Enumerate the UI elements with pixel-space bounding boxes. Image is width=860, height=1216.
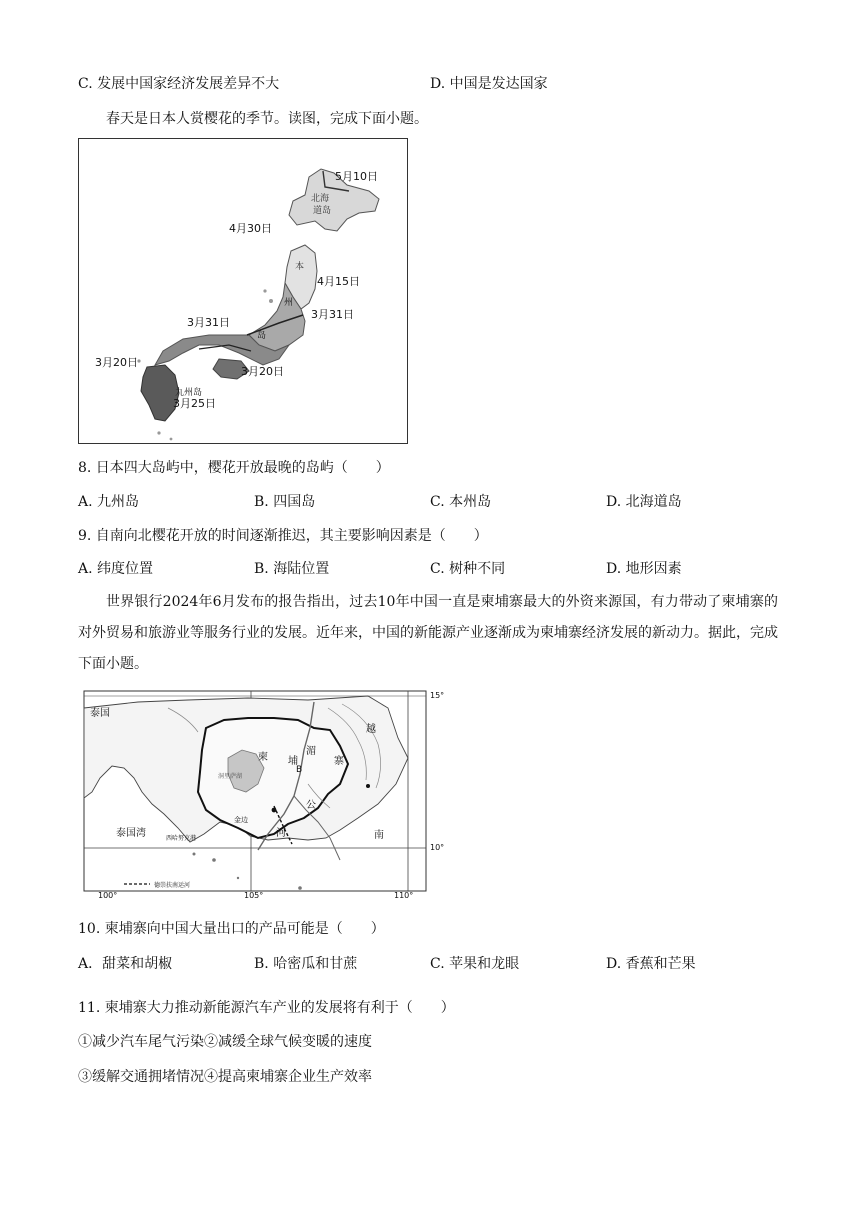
label-jian: 柬: [258, 752, 268, 763]
label-phnom-penh: 金边: [234, 816, 248, 824]
label-dao: 岛: [257, 331, 267, 341]
label-he: 河: [276, 828, 286, 839]
label-liu: 湄: [306, 746, 316, 757]
q7-option-c: C. 发展中国家经济发展差异不大: [78, 76, 280, 92]
label-yue: 越: [366, 724, 376, 735]
q9-option-a[interactable]: A. 纬度位置: [78, 561, 154, 577]
q8-option-b[interactable]: B. 四国岛: [254, 494, 316, 510]
q8-option-d[interactable]: D. 北海道岛: [606, 494, 682, 510]
date-label-apr30: 4月30日: [229, 222, 272, 235]
date-label-mar31-west: 3月31日: [187, 316, 230, 329]
label-zhou: 州: [284, 298, 294, 308]
label-zhai: 寨: [334, 756, 344, 767]
q11-stem: 11. 柬埔寨大力推动新能源汽车产业的发展将有利于（ ）: [78, 1000, 455, 1016]
label-sihanouk: 西哈努克港: [166, 835, 197, 842]
q10-option-d[interactable]: D. 香蕉和芒果: [606, 956, 696, 972]
label-nan: 南: [374, 830, 384, 841]
label-gong: 公: [306, 800, 316, 811]
lat-15-label: 15°: [430, 691, 445, 700]
q11-statement-2: ③缓解交通拥堵情况④提高柬埔寨企业生产效率: [78, 1069, 372, 1085]
date-label-apr15: 4月15日: [317, 275, 360, 288]
q10-stem: 10. 柬埔寨向中国大量出口的产品可能是（ ）: [78, 921, 385, 937]
q10-option-c[interactable]: C. 苹果和龙眼: [430, 956, 520, 972]
q9-option-b[interactable]: B. 海陆位置: [254, 561, 330, 577]
q10-option-b[interactable]: B. 哈密瓜和甘蔗: [254, 956, 358, 972]
cambodia-map: [78, 688, 450, 898]
q9-stem: 9. 自南向北樱花开放的时间逐渐推迟，其主要影响因素是（ ）: [78, 528, 488, 544]
label-gulf: 泰国湾: [116, 828, 146, 839]
label-hokkaido-2: 道岛: [313, 206, 332, 216]
q10-option-a[interactable]: A．甜菜和胡椒: [78, 956, 173, 972]
date-label-mar20-east: 3月20日: [241, 365, 284, 378]
lon-105-label: 105°: [244, 891, 264, 898]
label-pu: 埔: [288, 756, 298, 767]
label-hokkaido-1: 北海: [311, 194, 330, 204]
q9-option-c[interactable]: C. 树种不同: [430, 561, 506, 577]
q8-option-c[interactable]: C. 本州岛: [430, 494, 492, 510]
label-b: B: [296, 765, 303, 775]
q11-statement-1: ①减少汽车尾气污染②减缓全球气候变暖的速度: [78, 1034, 372, 1050]
date-label-mar31-east: 3月31日: [311, 308, 354, 321]
lon-100-label: 100°: [98, 891, 118, 898]
q7-option-d: D. 中国是发达国家: [430, 76, 548, 92]
japan-map-figure: [79, 139, 407, 443]
q8-stem: 8. 日本四大岛屿中，樱花开放最晚的岛屿（ ）: [78, 460, 390, 476]
q8-option-a[interactable]: A. 九州岛: [78, 494, 140, 510]
japan-cherry-map: [78, 138, 408, 444]
lat-10-label: 10°: [430, 843, 445, 852]
label-lake: 洞里萨湖: [218, 773, 243, 780]
date-label-may10: 5月10日: [335, 170, 378, 183]
label-kyushu: 九州岛: [175, 388, 203, 398]
legend-canal: 德崇扶南运河: [154, 882, 191, 889]
intro-japan: 春天是日本人赏樱花的季节。读图，完成下面小题。: [106, 111, 428, 127]
intro-cambodia: 世界银行2024年6月发布的报告指出，过去10年中国一直是柬埔寨最大的外资来源国，有力带动了柬埔寨的对外贸易和旅游业等服务行业的发展。近年来，中国的新能源产业逐渐成为柬埔寨经济发展的新动力。据此，完成下面小题。: [78, 594, 778, 672]
label-thailand: 泰国: [90, 708, 110, 719]
cambodia-map-figure: [78, 688, 450, 898]
lon-110-label: 110°: [394, 891, 414, 898]
label-hon: 本: [295, 262, 305, 272]
date-label-mar20-west: 3月20日: [95, 356, 138, 369]
date-label-mar25: 3月25日: [173, 397, 216, 410]
q9-option-d[interactable]: D. 地形因素: [606, 561, 682, 577]
